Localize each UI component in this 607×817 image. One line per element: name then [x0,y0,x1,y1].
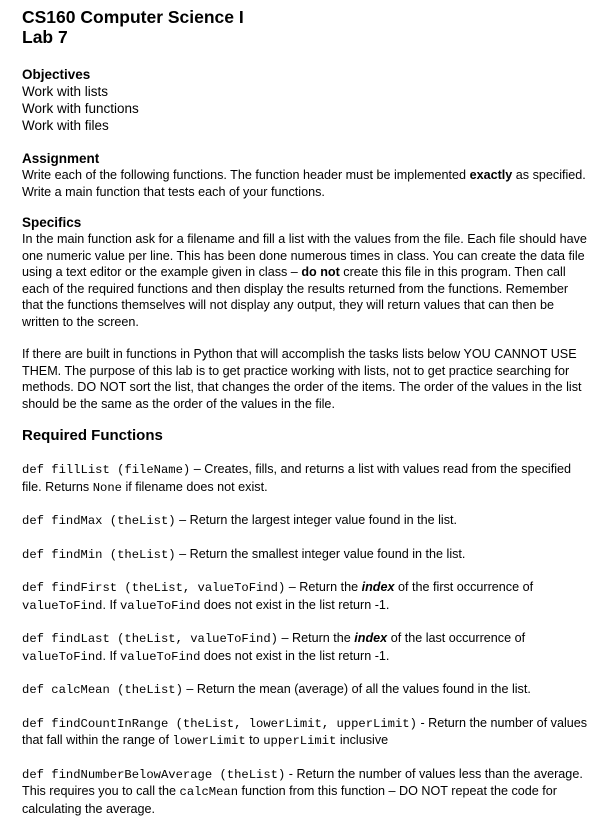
objective-item: Work with files [22,117,590,134]
assignment-section [22,151,590,200]
required-functions-section [22,427,590,817]
objective-item: Work with functions [22,100,590,117]
specifics-paragraph-2: If there are built in functions in Python that will accomplish the tasks lists below YOU CANNOT USE THEM. The purpose of this lab is to get practice working with lists, not to get practice searching for methods. DO NOT sort the list, that changes the order of the items. The order of the values in the list should be the same as the order of the values in the file. [22,346,590,412]
objectives-section [22,67,590,134]
objectives-heading: Objectives [22,67,590,83]
specifics-heading: Specifics [22,215,590,231]
objective-item: Work with lists [22,83,590,100]
document-page [22,7,590,817]
function-findFirst: def findFirst (theList, valueToFind) – Return the index of the first occurrence of valueToFind. If valueToFind does not exist in the list return -1. [22,579,590,614]
function-signature: def findNumberBelowAverage (theList) [22,768,285,782]
function-findNumberBelowAverage: def findNumberBelowAverage (theList) - Return the number of values less than the average. This requires you to call the calcMean function from this function – DO NOT repeat the code for calculating the average. [22,766,590,817]
function-signature: def findMin (theList) [22,548,176,562]
function-calcMean: def calcMean (theList) – Return the mean (average) of all the values found in the list. [22,681,590,699]
function-findMax: def findMax (theList) – Return the largest integer value found in the list. [22,512,590,530]
lab-title: Lab 7 [22,27,590,47]
function-findCountInRange: def findCountInRange (theList, lowerLimit, upperLimit) - Return the number of values that fall within the range of lowerLimit to upperLimit inclusive [22,715,590,750]
specifics-section [22,215,590,412]
course-title: CS160 Computer Science I [22,7,590,27]
function-signature: def findFirst (theList, valueToFind) [22,581,285,595]
function-signature: def findMax (theList) [22,514,176,528]
function-signature: def findLast (theList, valueToFind) [22,632,278,646]
function-fillList: def fillList (fileName) – Creates, fills, and returns a list with values read from the specified file. Returns None if filename does not exist. [22,461,590,496]
function-signature: def fillList (fileName) [22,463,190,477]
assignment-heading: Assignment [22,151,590,167]
do-not-emphasis: do not [301,265,339,279]
function-findLast: def findLast (theList, valueToFind) – Return the index of the last occurrence of valueToFind. If valueToFind does not exist in the list return -1. [22,630,590,665]
exactly-emphasis: exactly [470,168,513,182]
assignment-text: Write each of the following functions. The function header must be implemented exactly as specified. Write a main function that tests each of your functions. [22,167,590,200]
specifics-paragraph-1: In the main function ask for a filename and fill a list with the values from the file. Each file should have one numeric value per line. This has been done numerous times in class. You can create the data file using a text editor or the example given in class – do not create this file in this program. Then call each of the required functions and then display the results returned from the functions. Remember that the functions themselves will not display any output, they will return values that can then be written to the screen. [22,231,590,330]
function-findMin: def findMin (theList) – Return the smallest integer value found in the list. [22,546,590,564]
required-functions-heading: Required Functions [22,427,590,445]
function-signature: def findCountInRange (theList, lowerLimit, upperLimit) [22,717,417,731]
function-signature: def calcMean (theList) [22,683,183,697]
